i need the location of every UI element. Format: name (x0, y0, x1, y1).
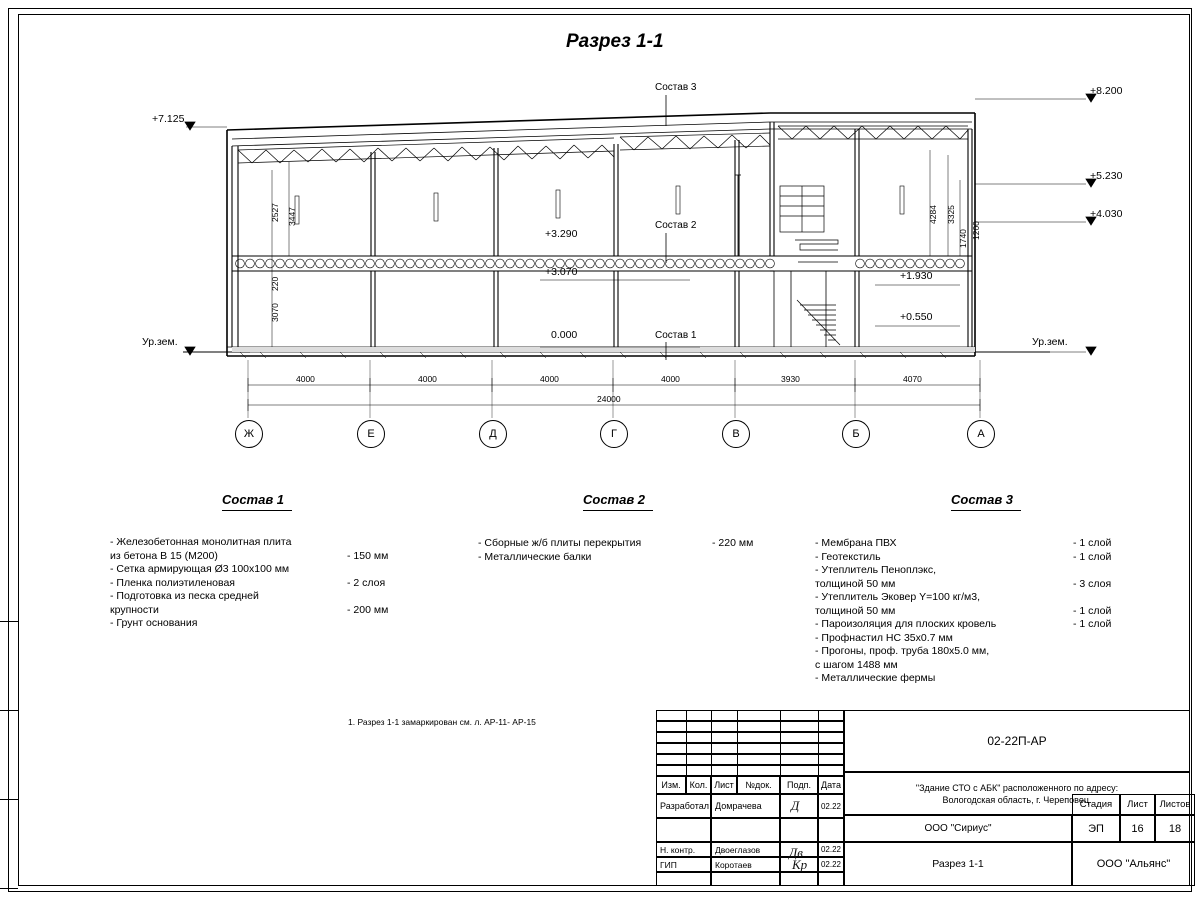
span-dimension: 3930 (781, 374, 800, 384)
axis-mark: Е (357, 420, 385, 448)
level-label: Ур.зем. (1032, 336, 1068, 348)
composition-1-title: Состав 1 (222, 492, 285, 507)
page-title: Разрез 1-1 (566, 31, 664, 52)
list-item-value (1073, 632, 1111, 646)
stamp-name: Домрачева (711, 794, 780, 818)
composition-callout: Состав 3 (655, 82, 697, 93)
stamp-signature (780, 818, 818, 842)
list-item: - Грунт основания (110, 617, 198, 629)
sheet-value: 16 (1120, 815, 1155, 842)
list-item: из бетона В 15 (М200) (110, 549, 218, 562)
list-item: толщиной 50 мм (815, 577, 896, 590)
list-item-value: - 220 мм (712, 537, 754, 549)
stamp-header-izm: Изм. (656, 776, 686, 794)
list-item-value (347, 590, 388, 604)
object-line-1: "Здание СТО с АБК" расположенного по адресу: (915, 782, 1119, 793)
level-label: Ур.зем. (142, 336, 178, 348)
vertical-dimension: 2527 (270, 203, 280, 222)
revision-row (656, 765, 844, 776)
span-dimension: 4000 (540, 374, 559, 384)
grid-line (780, 710, 781, 776)
list-item-value: - 1 слой (1073, 618, 1112, 630)
list-item-value: - 200 мм (347, 603, 389, 616)
level-label: +3.290 (545, 228, 578, 240)
underline (951, 510, 1021, 511)
document-code: 02-22П-АР (844, 710, 1190, 772)
list-item-value (347, 536, 388, 550)
grid-line (818, 710, 819, 776)
list-item: - Мембрана ПВХ (815, 537, 897, 549)
list-item: - Профнастил НС 35х0.7 мм (815, 631, 953, 644)
stamp-date (818, 818, 844, 842)
signature-mark: Дв (789, 845, 803, 860)
list-item-value (1073, 659, 1111, 673)
general-note: 1. Разрез 1-1 замаркирован см. л. АР-11- АР-15 (348, 717, 536, 727)
vertical-dimension: 3447 (287, 207, 297, 226)
span-dimension: 4000 (661, 374, 680, 384)
grid-line (686, 710, 687, 776)
list-item: - Пароизоляция для плоских кровель (815, 618, 997, 630)
stamp-header-list: Лист (711, 776, 737, 794)
sheets-total-value: 18 (1155, 815, 1195, 842)
composition-callout: Состав 2 (655, 220, 697, 231)
sheets-total-header: Листов (1155, 794, 1195, 815)
list-item-value (712, 551, 753, 565)
fold-mark (0, 888, 18, 889)
stamp-role (656, 818, 711, 842)
stamp-name: Коротаев (711, 857, 780, 872)
sheet-header: Лист (1120, 794, 1155, 815)
designer-organization: ООО "Альянс" (1072, 842, 1195, 886)
list-item: - Сетка армирующая Ø3 100х100 мм (110, 563, 290, 575)
stamp-role: ГИП (656, 857, 711, 872)
vertical-dimension: 4284 (928, 205, 938, 224)
list-item: - Металлические фермы (815, 672, 936, 684)
span-dimension: 4000 (418, 374, 437, 384)
list-item-value: - 2 слоя (347, 576, 386, 589)
stamp-name (711, 818, 780, 842)
list-item-value (1073, 564, 1111, 578)
level-label: +3.070 (545, 266, 578, 278)
list-item: - Железобетонная монолитная плита (110, 536, 292, 548)
company-name: ООО "Сириус" (844, 815, 1072, 842)
stamp-role: Разработал (656, 794, 711, 818)
stamp-header-podp: Подп. (780, 776, 818, 794)
stamp-role: Н. контр. (656, 842, 711, 857)
stamp-header-kol: Кол. (686, 776, 711, 794)
composition-2-values (712, 537, 753, 564)
list-item: - Сборные ж/б плиты перекрытия (478, 537, 642, 549)
stamp-date: 02.22 (818, 794, 844, 818)
level-label: +7.125 (152, 113, 185, 125)
axis-mark: Ж (235, 420, 263, 448)
list-item: - Подготовка из песка средней (110, 590, 259, 602)
span-dimension: 4070 (903, 374, 922, 384)
stamp-name: Двоеглазов (711, 842, 780, 857)
list-item: - Утеплитель Эковер Y=100 кг/м3, (815, 591, 981, 603)
list-item-value (1073, 672, 1111, 686)
axis-mark: Б (842, 420, 870, 448)
axis-mark: А (967, 420, 995, 448)
list-item: крупности (110, 603, 159, 616)
revision-row (656, 721, 844, 732)
level-label: +8.200 (1090, 85, 1123, 97)
vertical-dimension: 1200 (971, 221, 981, 240)
list-item: толщиной 50 мм (815, 604, 896, 617)
signature-mark: Кр (792, 857, 808, 872)
revision-row (656, 710, 844, 721)
list-item: - Пленка полиэтиленовая (110, 576, 235, 589)
stamp-date-empty (818, 872, 844, 886)
composition-2-list (478, 537, 641, 564)
revision-row (656, 743, 844, 754)
stamp-role-empty (656, 872, 711, 886)
object-line-2: Вологодская область, г. Череповец. (942, 794, 1092, 805)
total-dimension: 24000 (597, 394, 621, 404)
stage-value: ЭП (1072, 815, 1120, 842)
axis-mark: Д (479, 420, 507, 448)
level-label: +4.030 (1090, 208, 1123, 220)
list-item-value (1073, 645, 1111, 659)
list-item-value (1073, 591, 1111, 605)
list-item-value: - 1 слой (1073, 537, 1112, 549)
list-item-value (347, 563, 388, 577)
list-item: с шагом 1488 мм (815, 658, 898, 671)
list-item: - Металлические балки (478, 550, 592, 563)
signature-mark: Д (791, 798, 800, 813)
vertical-dimension: 3325 (946, 205, 956, 224)
list-item: - Прогоны, проф. труба 180х5.0 мм, (815, 645, 990, 657)
level-label: +0.550 (900, 311, 933, 323)
grid-line (737, 710, 738, 776)
list-item-value (347, 617, 388, 631)
stamp-date: 02.22 (818, 857, 844, 872)
composition-1-list (110, 536, 291, 631)
stamp-header-ndok: №док. (737, 776, 780, 794)
sheet-title: Разрез 1-1 (844, 842, 1072, 886)
list-item-value: - 1 слой (1073, 550, 1112, 563)
level-label: +5.230 (1090, 170, 1123, 182)
level-label: 0.000 (551, 329, 578, 341)
list-item-value: - 1 слой (1073, 604, 1112, 617)
fold-mark (0, 710, 18, 711)
composition-3-list (815, 537, 996, 686)
composition-3-title: Состав 3 (951, 492, 1014, 507)
level-label: +1.930 (900, 270, 933, 282)
composition-callout: Состав 1 (655, 330, 697, 341)
span-dimension: 4000 (296, 374, 315, 384)
list-item-value: - 150 мм (347, 549, 389, 562)
vertical-dimension: 3070 (270, 303, 280, 322)
axis-mark: Г (600, 420, 628, 448)
composition-3-values (1073, 537, 1111, 686)
list-item-value: - 3 слоя (1073, 577, 1112, 590)
fold-mark (0, 799, 18, 800)
revision-row (656, 754, 844, 765)
stamp-date: 02.22 (818, 842, 844, 857)
fold-mark (0, 621, 18, 622)
vertical-dimension: 1740 (958, 229, 968, 248)
underline (583, 510, 653, 511)
revision-row (656, 732, 844, 743)
stamp-header-data: Дата (818, 776, 844, 794)
stamp-signature-empty (780, 872, 818, 886)
stamp-name-empty (711, 872, 780, 886)
underline (222, 510, 292, 511)
composition-2-title: Состав 2 (583, 492, 646, 507)
composition-1-values (347, 536, 388, 631)
vertical-dimension: 220 (270, 276, 280, 291)
stage-header: Стадия (1072, 794, 1120, 815)
grid-line (711, 710, 712, 776)
axis-mark: В (722, 420, 750, 448)
list-item: - Утеплитель Пеноплэкс, (815, 564, 937, 576)
list-item: - Геотекстиль (815, 550, 881, 563)
